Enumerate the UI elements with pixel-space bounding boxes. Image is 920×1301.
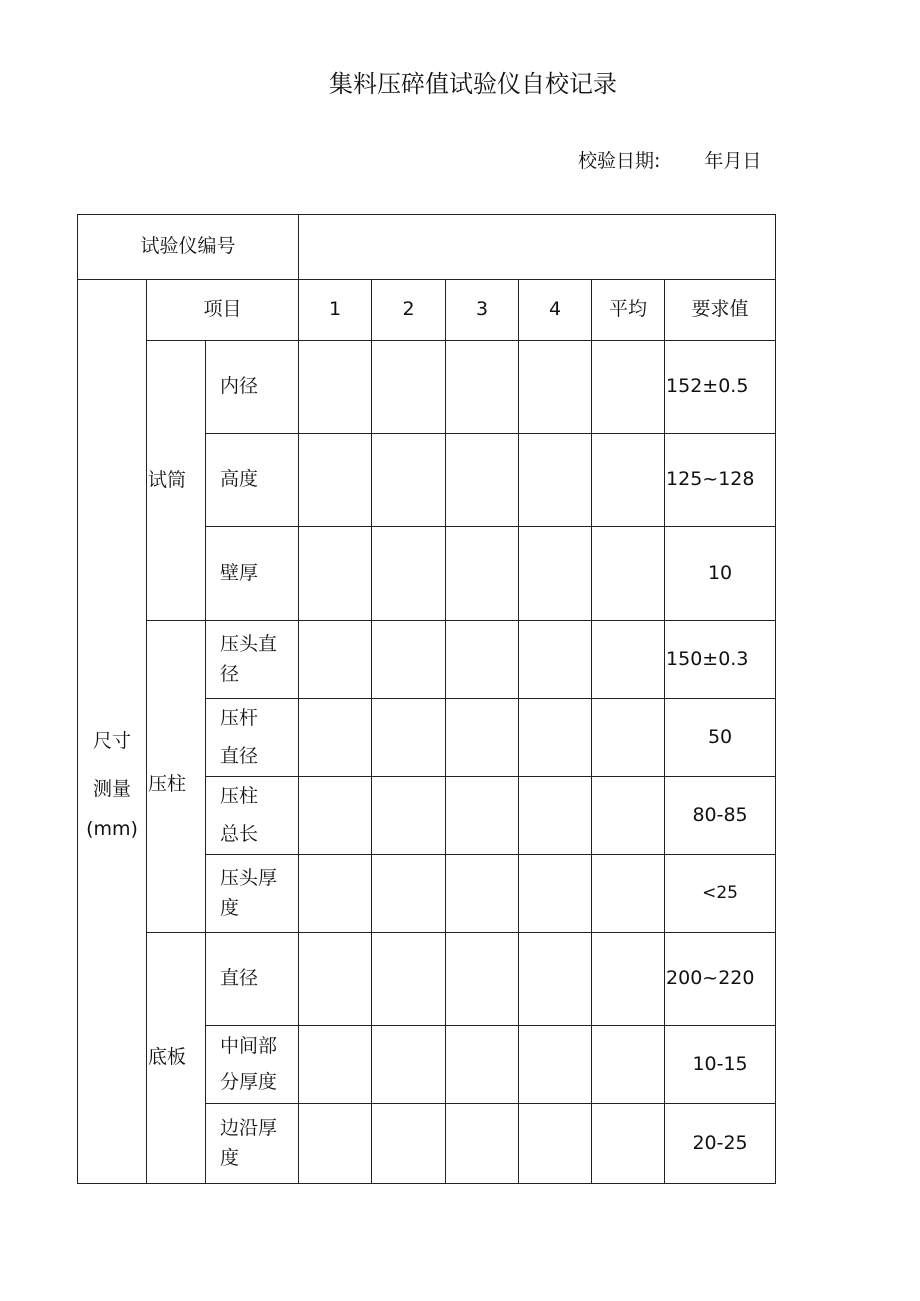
row-item: 压杆直径 bbox=[206, 699, 299, 777]
value-cell bbox=[299, 777, 372, 855]
group-label: 底板 bbox=[147, 933, 206, 1184]
required-value: <25 bbox=[665, 855, 776, 933]
value-cell bbox=[519, 933, 592, 1026]
header-average: 平均 bbox=[592, 280, 665, 341]
instrument-number-cell bbox=[299, 215, 776, 280]
value-cell bbox=[299, 1026, 372, 1104]
value-cell bbox=[299, 933, 372, 1026]
value-cell bbox=[519, 621, 592, 699]
required-value: 10 bbox=[665, 527, 776, 621]
header-col-2: 2 bbox=[372, 280, 446, 341]
required-value: 200~220 bbox=[665, 933, 776, 1026]
average-cell bbox=[592, 341, 665, 434]
page-title: 集料压碎值试验仪自校记录 bbox=[329, 70, 617, 98]
value-cell bbox=[519, 855, 592, 933]
value-cell bbox=[446, 1026, 519, 1104]
value-cell bbox=[519, 1026, 592, 1104]
value-cell bbox=[446, 699, 519, 777]
value-cell bbox=[372, 1104, 446, 1184]
average-cell bbox=[592, 933, 665, 1026]
value-cell bbox=[372, 777, 446, 855]
row-item: 壁厚 bbox=[206, 527, 299, 621]
value-cell bbox=[299, 341, 372, 434]
value-cell bbox=[446, 434, 519, 527]
value-cell bbox=[372, 933, 446, 1026]
category-line-1: 尺寸 bbox=[92, 729, 131, 752]
value-cell bbox=[446, 341, 519, 434]
value-cell bbox=[519, 699, 592, 777]
value-cell bbox=[372, 699, 446, 777]
instrument-label: 试验仪编号 bbox=[78, 215, 299, 280]
header-col-3: 3 bbox=[446, 280, 519, 341]
value-cell bbox=[446, 527, 519, 621]
row-item: 直径 bbox=[206, 933, 299, 1026]
average-cell bbox=[592, 527, 665, 621]
value-cell bbox=[519, 434, 592, 527]
required-value: 150±0.3 bbox=[665, 621, 776, 699]
value-cell bbox=[446, 621, 519, 699]
group-label bbox=[147, 621, 206, 933]
average-cell bbox=[592, 1026, 665, 1104]
value-cell bbox=[299, 855, 372, 933]
value-cell bbox=[299, 1104, 372, 1184]
value-cell bbox=[372, 434, 446, 527]
row-item: 边沿厚度 bbox=[206, 1104, 299, 1184]
average-cell bbox=[592, 777, 665, 855]
value-cell bbox=[299, 527, 372, 621]
value-cell bbox=[446, 933, 519, 1026]
value-cell bbox=[299, 699, 372, 777]
average-cell bbox=[592, 855, 665, 933]
calibration-table bbox=[77, 214, 776, 1184]
average-cell bbox=[592, 699, 665, 777]
value-cell bbox=[372, 1026, 446, 1104]
header-required: 要求值 bbox=[665, 280, 776, 341]
value-cell bbox=[299, 434, 372, 527]
value-cell bbox=[372, 855, 446, 933]
value-cell bbox=[372, 527, 446, 621]
table-row bbox=[78, 933, 776, 1026]
category-line-2: 测量 bbox=[92, 777, 131, 800]
value-cell bbox=[519, 527, 592, 621]
value-cell bbox=[519, 777, 592, 855]
value-cell bbox=[519, 1104, 592, 1184]
date-line bbox=[578, 146, 761, 173]
date-value: 年月日 bbox=[704, 150, 762, 172]
value-cell bbox=[446, 855, 519, 933]
required-value: 50 bbox=[665, 699, 776, 777]
required-value: 10-15 bbox=[665, 1026, 776, 1104]
row-item: 压头厚度 bbox=[206, 855, 299, 933]
header-col-4: 4 bbox=[519, 280, 592, 341]
value-cell bbox=[299, 621, 372, 699]
date-label: 校验日期: bbox=[578, 150, 661, 172]
instrument-row bbox=[78, 215, 776, 280]
value-cell bbox=[372, 621, 446, 699]
value-cell bbox=[372, 341, 446, 434]
required-value: 20-25 bbox=[665, 1104, 776, 1184]
required-value: 152±0.5 bbox=[665, 341, 776, 434]
value-cell bbox=[446, 1104, 519, 1184]
category-cell bbox=[78, 280, 147, 1184]
value-cell bbox=[519, 341, 592, 434]
row-item: 压头直径 bbox=[206, 621, 299, 699]
row-item: 高度 bbox=[206, 434, 299, 527]
header-col-1: 1 bbox=[299, 280, 372, 341]
row-item: 压柱总长 bbox=[206, 777, 299, 855]
header-item: 项目 bbox=[147, 280, 299, 341]
average-cell bbox=[592, 621, 665, 699]
value-cell bbox=[446, 777, 519, 855]
category-line-3: (mm) bbox=[86, 818, 138, 841]
table-row bbox=[78, 341, 776, 434]
average-cell bbox=[592, 434, 665, 527]
required-value: 125~128 bbox=[665, 434, 776, 527]
row-item: 中间部分厚度 bbox=[206, 1026, 299, 1104]
row-item: 内径 bbox=[206, 341, 299, 434]
header-row bbox=[78, 280, 776, 341]
group-label-text: 压柱 bbox=[148, 772, 187, 795]
table-row bbox=[78, 621, 776, 699]
group-label: 试筒 bbox=[147, 341, 206, 621]
required-value: 80-85 bbox=[665, 777, 776, 855]
average-cell bbox=[592, 1104, 665, 1184]
